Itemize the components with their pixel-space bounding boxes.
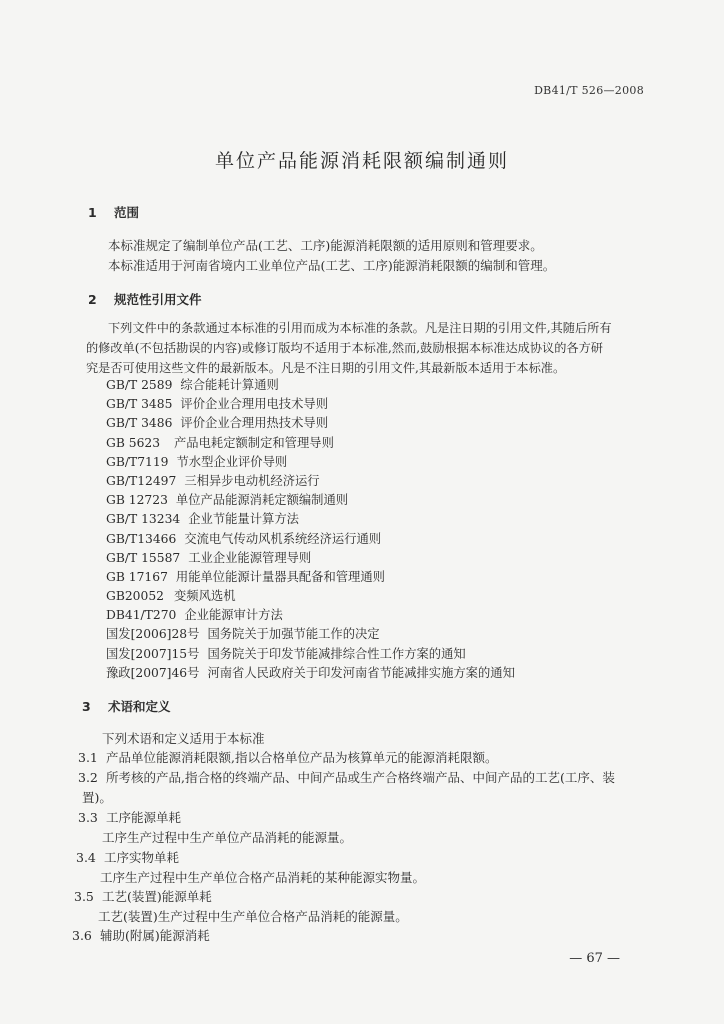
term-number: 3.5 bbox=[74, 889, 94, 904]
reference-item bbox=[106, 472, 515, 491]
reference-name: 单位产品能源消耗定额编制通则 bbox=[175, 493, 349, 508]
reference-code: GB/T 2589 bbox=[106, 378, 173, 392]
reference-name: 用能单位能源计量器具配备和管理通则 bbox=[175, 569, 385, 584]
reference-code: 豫政[2007]46号 bbox=[106, 665, 200, 680]
reference-code: GB 12723 bbox=[106, 493, 168, 508]
reference-item bbox=[106, 510, 515, 529]
reference-code: GB/T 13234 bbox=[106, 512, 181, 527]
reference-item bbox=[106, 453, 515, 472]
reference-code: 国发[2007]15号 bbox=[106, 646, 200, 661]
term-title: 工序能源单耗 bbox=[106, 810, 182, 825]
reference-item bbox=[106, 625, 515, 644]
reference-name: 三相异步电动机经济运行 bbox=[184, 473, 320, 488]
reference-code: GB/T 3486 bbox=[106, 416, 173, 431]
reference-name: 国务院关于印发节能减排综合性工作方案的通知 bbox=[207, 646, 466, 661]
reference-item bbox=[106, 414, 515, 433]
term-number: 3.1 bbox=[78, 750, 98, 765]
reference-name: 评价企业合理用热技术导则 bbox=[180, 416, 328, 431]
doc-code-header: DB41/T 526—2008 bbox=[534, 84, 644, 97]
reference-item bbox=[106, 606, 515, 625]
term-3-1 bbox=[78, 748, 497, 767]
section-1-heading bbox=[88, 203, 139, 221]
section-2-intro-line-2: 的修改单(不包括勘误的内容)或修订版均不适用于本标准,然而,鼓励根据本标准达成协议的各方研 bbox=[86, 341, 603, 355]
reference-item bbox=[106, 530, 515, 549]
term-3-4-body: 工序生产过程中生产单位合格产品消耗的某种能源实物量。 bbox=[100, 870, 426, 885]
reference-name: 变频风选机 bbox=[174, 589, 236, 604]
reference-item bbox=[106, 664, 515, 683]
term-title: 辅助(附属)能源消耗 bbox=[100, 928, 210, 943]
reference-item bbox=[106, 434, 515, 453]
reference-name: 企业节能量计算方法 bbox=[188, 512, 299, 527]
section-1-body bbox=[108, 236, 668, 276]
reference-code: 国发[2006]28号 bbox=[106, 627, 200, 642]
section-3-heading bbox=[82, 697, 171, 715]
reference-code: GB/T 3485 bbox=[106, 397, 173, 412]
term-3-2 bbox=[78, 768, 615, 787]
section-1-para-1: 本标准规定了编制单位产品(工艺、工序)能源消耗限额的适用原则和管理要求。 bbox=[108, 238, 543, 253]
section-2-number: 2 bbox=[88, 292, 97, 307]
reference-item bbox=[106, 568, 515, 587]
page-number: — 67 — bbox=[569, 951, 620, 966]
reference-item bbox=[106, 549, 515, 568]
reference-code: GB 17167 bbox=[106, 569, 168, 584]
reference-name: 工业企业能源管理导则 bbox=[188, 550, 312, 565]
reference-list bbox=[106, 376, 515, 683]
reference-code: GB 5623 bbox=[106, 435, 161, 450]
reference-name: 交流电气传动风机系统经济运行通则 bbox=[184, 531, 382, 546]
term-3-5 bbox=[74, 887, 212, 906]
term-3-2-continued: 置)。 bbox=[82, 790, 112, 805]
reference-name: 企业能源审计方法 bbox=[184, 608, 283, 623]
section-3-title: 术语和定义 bbox=[108, 699, 171, 714]
term-3-3 bbox=[78, 808, 181, 827]
reference-item bbox=[106, 645, 515, 664]
term-text: 产品单位能源消耗限额,指以合格单位产品为核算单元的能源消耗限额。 bbox=[106, 750, 498, 765]
term-text: 所考核的产品,指合格的终端产品、中间产品或生产合格终端产品、中间产品的工艺(工序、装 bbox=[106, 770, 615, 785]
reference-item bbox=[106, 376, 515, 395]
reference-code: GB/T7119 bbox=[106, 454, 169, 469]
reference-name: 综合能耗计算通则 bbox=[180, 378, 279, 392]
reference-code: GB/T 15587 bbox=[106, 550, 181, 565]
reference-item bbox=[106, 491, 515, 510]
section-2-intro bbox=[86, 318, 656, 378]
section-2-intro-line-1: 下列文件中的条款通过本标准的引用而成为本标准的条款。凡是注日期的引用文件,其随后所有 bbox=[108, 321, 612, 335]
reference-code: GB/T12497 bbox=[106, 473, 177, 488]
reference-name: 河南省人民政府关于印发河南省节能减排实施方案的通知 bbox=[207, 665, 515, 680]
term-title: 工艺(装置)能源单耗 bbox=[102, 889, 212, 904]
term-number: 3.6 bbox=[72, 928, 92, 943]
term-3-5-body: 工艺(装置)生产过程中生产单位合格产品消耗的能源量。 bbox=[98, 909, 408, 924]
term-number: 3.2 bbox=[78, 770, 98, 785]
term-3-6 bbox=[72, 926, 210, 945]
term-3-4 bbox=[76, 848, 179, 867]
reference-name: 产品电耗定额制定和管理导则 bbox=[174, 435, 334, 450]
reference-name: 节水型企业评价导则 bbox=[176, 454, 288, 469]
reference-name: 国务院关于加强节能工作的决定 bbox=[207, 627, 380, 642]
reference-item bbox=[106, 587, 515, 606]
term-title: 工序实物单耗 bbox=[104, 850, 180, 865]
section-1-number: 1 bbox=[88, 205, 97, 220]
section-3-intro: 下列术语和定义适用于本标准 bbox=[102, 731, 265, 746]
reference-name: 评价企业合理用电技术导则 bbox=[180, 397, 328, 412]
section-1-title: 范围 bbox=[114, 205, 140, 220]
reference-item bbox=[106, 395, 515, 414]
section-1-para-2: 本标准适用于河南省境内工业单位产品(工艺、工序)能源消耗限额的编制和管理。 bbox=[108, 258, 556, 273]
term-3-3-body: 工序生产过程中生产单位产品消耗的能源量。 bbox=[102, 830, 353, 845]
section-3-number: 3 bbox=[82, 699, 91, 714]
term-number: 3.3 bbox=[78, 810, 98, 825]
section-2-heading bbox=[88, 290, 202, 308]
page-title: 单位产品能源消耗限额编制通则 bbox=[214, 150, 509, 172]
reference-code: GB/T13466 bbox=[106, 531, 177, 546]
section-2-intro-line-3: 究是否可使用这些文件的最新版本。凡是不注日期的引用文件,其最新版本适用于本标准。 bbox=[86, 361, 566, 375]
section-2-title: 规范性引用文件 bbox=[114, 292, 202, 307]
term-number: 3.4 bbox=[76, 850, 96, 865]
reference-code: GB20052 bbox=[106, 589, 164, 604]
reference-code: DB41/T270 bbox=[106, 608, 177, 623]
